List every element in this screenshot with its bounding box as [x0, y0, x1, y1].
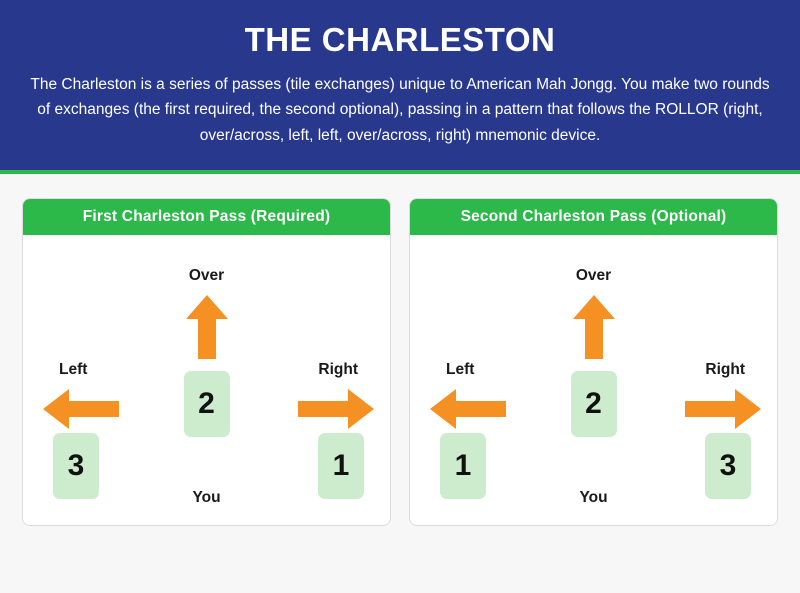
tile-center: 2: [184, 371, 230, 437]
label-over: Over: [575, 266, 612, 284]
arrow-up-icon: [571, 293, 617, 364]
tile-center: 2: [571, 371, 617, 437]
arrow-right-icon: [296, 387, 376, 436]
label-you: You: [579, 488, 608, 506]
panel-body-second: [410, 235, 777, 525]
panel-second-pass: [409, 198, 778, 526]
label-left: Left: [446, 360, 475, 378]
panel-body-first: [23, 235, 390, 525]
panel-title-first: First Charleston Pass (Required): [23, 199, 390, 235]
tile-left: 1: [440, 433, 486, 499]
label-right: Right: [705, 360, 745, 378]
label-over: Over: [188, 266, 225, 284]
arrow-right-icon: [683, 387, 763, 436]
label-right: Right: [318, 360, 358, 378]
panels-container: [0, 174, 800, 526]
page-title: THE CHARLESTON: [244, 21, 556, 58]
label-you: You: [192, 488, 221, 506]
arrow-left-icon: [41, 387, 121, 436]
panel-first-pass: [22, 198, 391, 526]
arrow-left-icon: [428, 387, 508, 436]
panel-title-second: Second Charleston Pass (Optional): [410, 199, 777, 235]
header-banner: [0, 0, 800, 174]
tile-right: 1: [318, 433, 364, 499]
arrow-up-icon: [184, 293, 230, 364]
tile-left: 3: [53, 433, 99, 499]
tile-right: 3: [705, 433, 751, 499]
header-description: The Charleston is a series of passes (tile exchanges) unique to American Mah Jongg. You make two rounds of exchanges (the first required, the second optional), passing in a pattern that follows the ROLLOR (right, over/across, left, left, over/across, right) mnemonic device.: [30, 76, 770, 144]
label-left: Left: [59, 360, 88, 378]
